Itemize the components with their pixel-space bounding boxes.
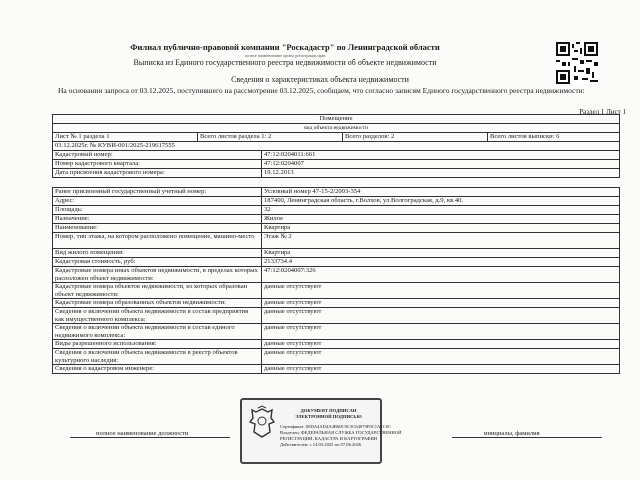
row-value: 32 xyxy=(262,206,620,215)
row-value: данные отсутствуют xyxy=(262,324,620,340)
electronic-signature-stamp xyxy=(240,398,402,464)
row-label: Адрес: xyxy=(53,197,262,206)
table-row xyxy=(53,283,620,299)
row-value: данные отсутствуют xyxy=(262,340,620,349)
stamp-line: ДОКУМЕНТ ПОДПИСАН xyxy=(300,408,357,413)
table-row xyxy=(53,160,620,169)
row-value: данные отсутствуют xyxy=(262,365,620,374)
table-row xyxy=(53,324,620,340)
row-value: 47:12:0204011:661 xyxy=(262,151,620,160)
row-value: 19.12.2013 xyxy=(262,169,620,178)
row-label: Кадастровый номер: xyxy=(53,151,262,160)
row-label: Наименование: xyxy=(53,224,262,233)
stamp-line: ЭЛЕКТРОННОЙ ПОДПИСЬЮ xyxy=(295,414,362,419)
stamp-line: Действителен: с 14.03.2025 по 07.06.2026 xyxy=(280,442,362,447)
stamp-line: Сертификат: 00DA4AD4A4B60C9C3C64079F0C1A1C0C xyxy=(280,424,392,429)
name-line xyxy=(452,437,602,438)
document-title: Выписка из Единого государственного реестра недвижимости об объекте недвижимости xyxy=(133,58,437,67)
row-label: Кадастровые номера иных объектов недвижимости, в пределах которых расположен объект недвижимости: xyxy=(53,267,262,283)
coat-of-arms-icon xyxy=(248,406,276,440)
row-value: данные отсутствуют xyxy=(262,308,620,324)
row-value: данные отсутствуют xyxy=(262,349,620,365)
stamp-line: РЕГИСТРАЦИИ, КАДАСТРА И КАРТОГРАФИИ xyxy=(280,436,378,441)
row-label: Виды разрешенного использования: xyxy=(53,340,262,349)
table-row xyxy=(53,188,620,197)
table-row xyxy=(53,308,620,324)
qr-code-icon xyxy=(556,42,598,84)
row-value: данные отсутствуют xyxy=(262,283,620,299)
row-label: Дата присвоения кадастрового номера: xyxy=(53,169,262,178)
table-row xyxy=(53,169,620,178)
row-value: Жилое xyxy=(262,215,620,224)
row-label: Номер кадастрового квартала: xyxy=(53,160,262,169)
row-value: 187400, Ленинградская область, г.Волхов, ул.Волгоградская, д.9, кв.40. xyxy=(262,197,620,206)
table-row xyxy=(53,258,620,267)
property-info-table xyxy=(52,114,620,151)
sheet-number: Лист № 1 раздела 1 xyxy=(53,133,198,142)
sheets-in-section: Всего листов раздела 1: 2 xyxy=(198,133,343,142)
table-row xyxy=(53,151,620,160)
row-label: Номер, тип этажа, на котором расположено помещение, машино-место xyxy=(53,233,262,249)
row-value: 47:12:0204007 xyxy=(262,160,620,169)
table-row xyxy=(53,215,620,224)
table-row xyxy=(53,197,620,206)
cadastral-ids-table xyxy=(52,150,620,178)
name-caption: инициалы, фамилия xyxy=(484,430,540,437)
total-sections: Всего разделов: 2 xyxy=(343,133,488,142)
characteristics-table xyxy=(52,187,620,374)
section-label: Раздел 1 Лист 1 xyxy=(579,108,626,116)
table-row xyxy=(53,206,620,215)
row-label: Сведения о включении объекта недвижимости в реестр объектов культурного наследия: xyxy=(53,349,262,365)
row-label: Кадастровые номера объектов недвижимости, из которых образован объект недвижимости: xyxy=(53,283,262,299)
position-caption: полное наименование должности xyxy=(96,430,189,437)
intro-text: На основании запроса от 03.12.2025, поступившего на рассмотрение 03.12.2025, сообщаем, что согласно записям Единого государственного реестра недвижимости: xyxy=(58,86,585,95)
document-number: 03.12.2025г. № КУВИ-001/2025-219617555 xyxy=(53,142,620,151)
row-value: Квартира xyxy=(262,249,620,258)
table-row xyxy=(53,365,620,374)
issuing-organization: Филиал публично-правовой компании "Роскадастр" по Ленинградской области xyxy=(130,42,440,52)
table-row xyxy=(53,340,620,349)
row-value: Квартира xyxy=(262,224,620,233)
row-label: Кадастровая стоимость, руб: xyxy=(53,258,262,267)
table-row xyxy=(53,299,620,308)
table-row xyxy=(53,233,620,249)
position-line xyxy=(70,437,230,438)
table-row xyxy=(53,224,620,233)
row-label: Ранее присвоенный государственный учетный номер: xyxy=(53,188,262,197)
row-label: Кадастровые номера образованных объектов недвижимости: xyxy=(53,299,262,308)
row-label: Сведения о включении объекта недвижимости в состав предприятия как имущественного комплекса: xyxy=(53,308,262,324)
row-value: Условный номер 47-15-2/2003-354 xyxy=(262,188,620,197)
row-label: Сведения о кадастровом инженере: xyxy=(53,365,262,374)
stamp-line: Владелец: ФЕДЕРАЛЬНАЯ СЛУЖБА ГОСУДАРСТВЕННОЙ xyxy=(280,430,402,435)
row-value: 47:12:0204007:326 xyxy=(262,267,620,283)
row-label: Назначение: xyxy=(53,215,262,224)
row-label: Площадь: xyxy=(53,206,262,215)
total-sheets: Всего листов выписки: 6 xyxy=(488,133,620,142)
row-value: данные отсутствуют xyxy=(262,299,620,308)
table-row xyxy=(53,349,620,365)
row-label: Сведения о включении объекта недвижимости в состав единого недвижимого комплекса: xyxy=(53,324,262,340)
row-label: Вид жилого помещения: xyxy=(53,249,262,258)
table-row xyxy=(53,249,620,258)
table-row xyxy=(53,267,620,283)
organization-caption: полное наименование органа регистрации прав xyxy=(244,53,326,58)
row-value: 2133734.4 xyxy=(262,258,620,267)
row-value: Этаж № 2 xyxy=(262,233,620,249)
document-subtitle: Сведения о характеристиках объекта недвижимости xyxy=(231,75,409,84)
object-type-caption: вид объекта недвижимости xyxy=(53,124,620,133)
object-type: Помещение xyxy=(53,115,620,124)
